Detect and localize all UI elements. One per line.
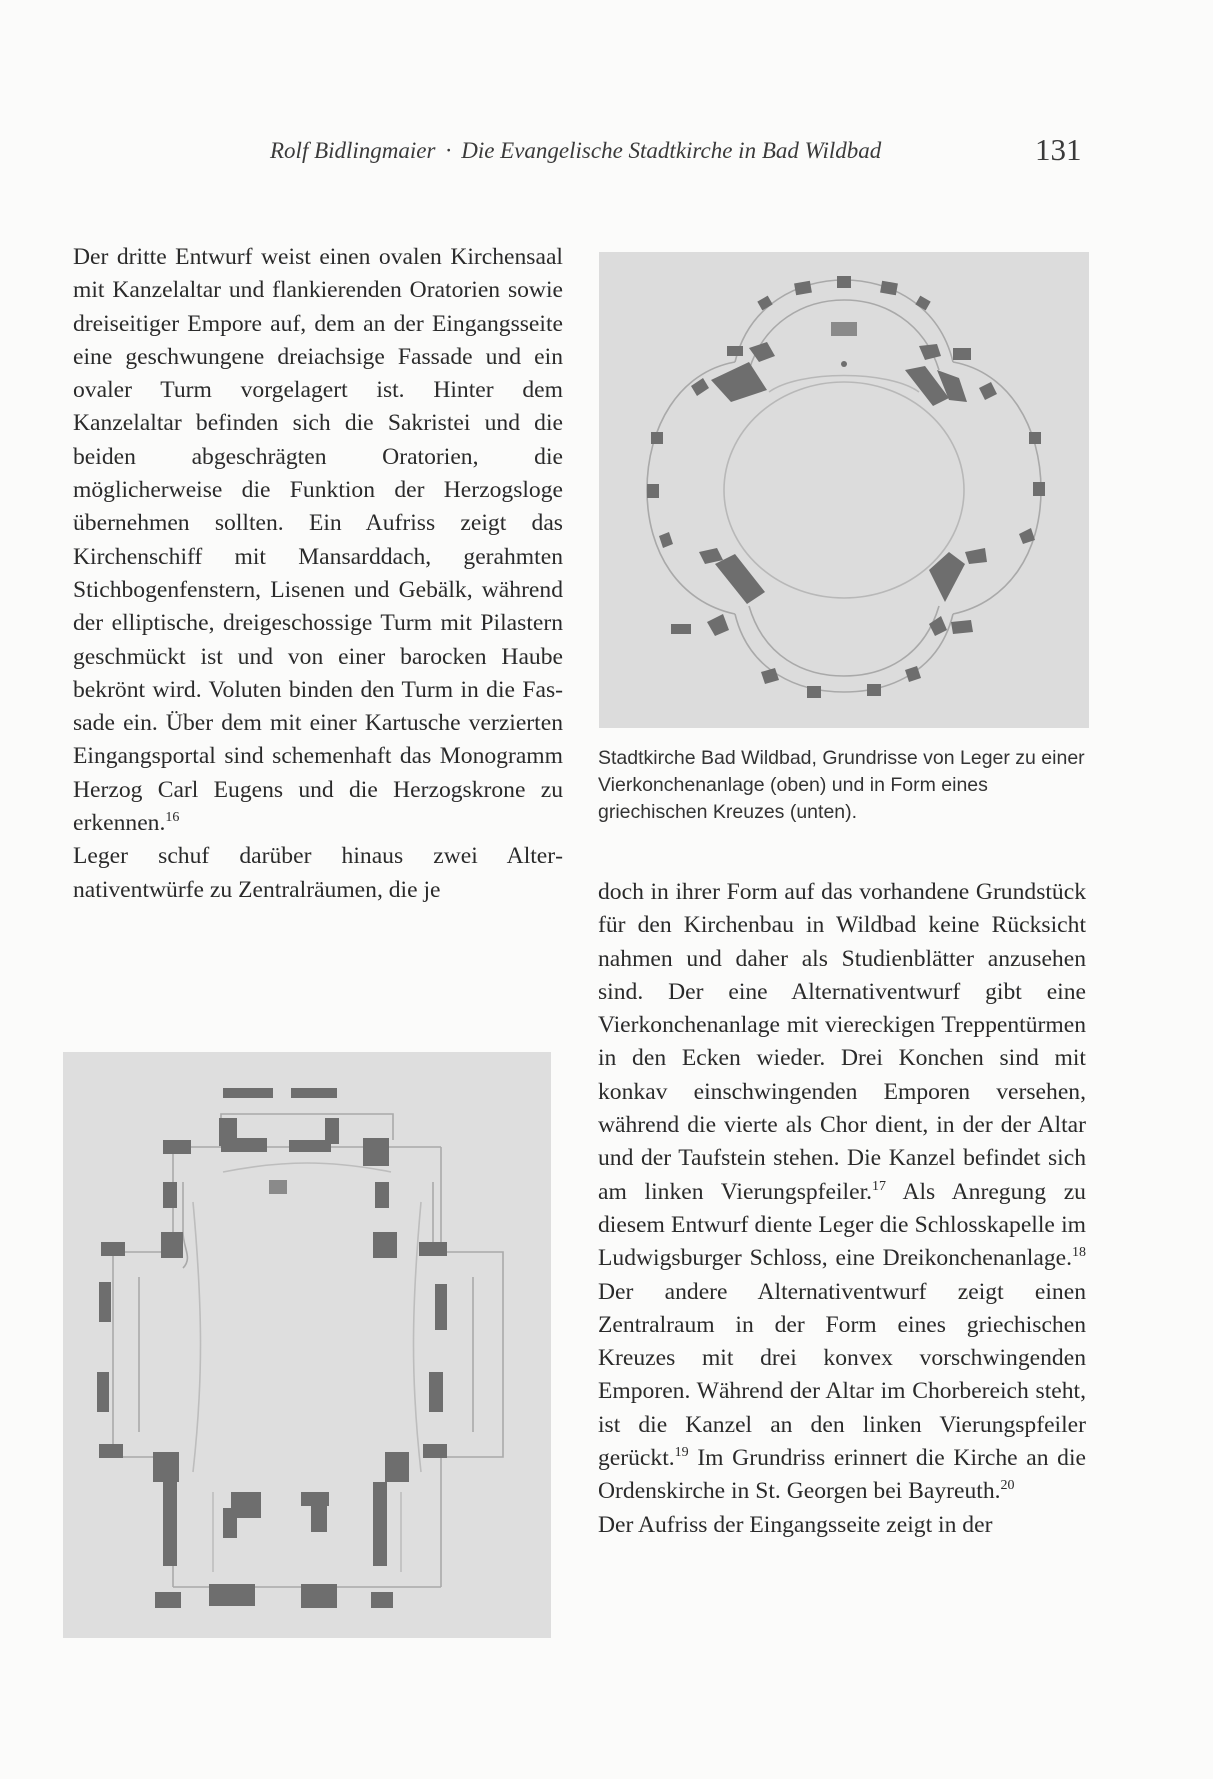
right-text-4: Im Grundriss erinnert die Kirche an die Ordenskirche in St. Georgen bei Bayreuth. — [598, 1445, 1086, 1505]
right-paragraph-end: Der Aufriss der Eingangsseite zeigt in der — [598, 1511, 993, 1538]
right-text-3: Der andere Alternativentwurf zeigt einen Zentralraum in der Form eines griechischen Kreuzes mit drei konvex vorschwingenden Emporen. Während der Altar im Chorbereich steht, ist die Kanzel an den linken Vierungspfeiler gerückt. — [598, 1278, 1086, 1472]
left-paragraph-1-text: Der dritte Entwurf weist einen ovalen Kirchensaal mit Kanzelaltar und flankierenden Oratorien sowie dreiseitiger Empore auf, dem an der Eingangsseite eine geschwungene dreiachsige Fassade und ein ovaler Turm vorgelagert ist. Hinter dem Kanzelaltar befinden sich die Sakristei und die beiden abgeschrägten Oratorien, die möglicherweise die Funktion der Herzogsloge übernehmen sollten. Ein Aufriss zeigt das Kirchenschiff mit Mansarddach, gerahmten Stichbogenfenstern, Lisenen und Gebälk, während der elliptische, dreigeschossige Turm mit Pilastern geschmückt ist und von einer barocken Haube bekrönt wird. Voluten binden den Turm in die Fassade ein. Über dem mit einer Kartusche verzierten Eingangsportal sind schemenhaft das Monogramm Herzog Carl Eugens und die Herzogskrone zu erkennen. — [73, 244, 563, 837]
right-text-2: Als Anregung zu diesem Entwurf diente Leger die Schlosskapelle im Ludwigsburger Schloss, eine Dreikonchenanlage. — [598, 1178, 1086, 1272]
floor-plan-greek-cross — [63, 1052, 551, 1638]
left-paragraph-1 — [73, 241, 563, 840]
figure-caption: Stadtkirche Bad Wildbad, Grundrisse von Leger zu einer Vierkonchenanlage (oben) und in Form eines griechischen Kreuzes (unten). — [598, 747, 1085, 823]
header-title: Die Evangelische Stadtkirche in Bad Wildbad — [461, 138, 882, 163]
floor-plan-four-conch-drawing — [599, 252, 1089, 728]
footnote-ref-20: 20 — [1000, 1478, 1015, 1494]
left-paragraph-2: Leger schuf darüber hinaus zwei Alternativentwürfe zu Zentralräumen, die je — [73, 843, 563, 903]
footnote-ref-19: 19 — [674, 1445, 689, 1461]
right-paragraph — [598, 876, 1086, 1509]
page-number: 131 — [1035, 132, 1082, 167]
floor-plan-greek-cross-drawing — [63, 1052, 551, 1638]
left-text-column — [73, 241, 563, 907]
footnote-ref-16: 16 — [165, 810, 180, 826]
right-text-column — [598, 876, 1086, 1542]
footnote-ref-17: 17 — [872, 1178, 887, 1194]
header-separator: · — [445, 138, 452, 163]
running-head — [270, 138, 1090, 164]
right-text-1: doch in ihrer Form auf das vorhandene Grundstück für den Kirchenbau in Wildbad keine Rücksicht nahmen und daher als Studienblätter anzusehen sind. Der eine Alternativentwurf gibt eine Vierkonchenanlage mit viereckigen Treppentürmen in den Ecken wieder. Drei Konchen sind mit konkav einschwingenden Emporen versehen, während die vierte als Chor dient, in der der Altar und der Taufstein stehen. Die Kanzel befindet sich am linken Vierungspfeiler. — [598, 879, 1086, 1205]
floor-plan-four-conch — [599, 252, 1089, 728]
footnote-ref-18: 18 — [1072, 1245, 1086, 1261]
header-author: Rolf Bidlingmaier — [270, 138, 436, 163]
